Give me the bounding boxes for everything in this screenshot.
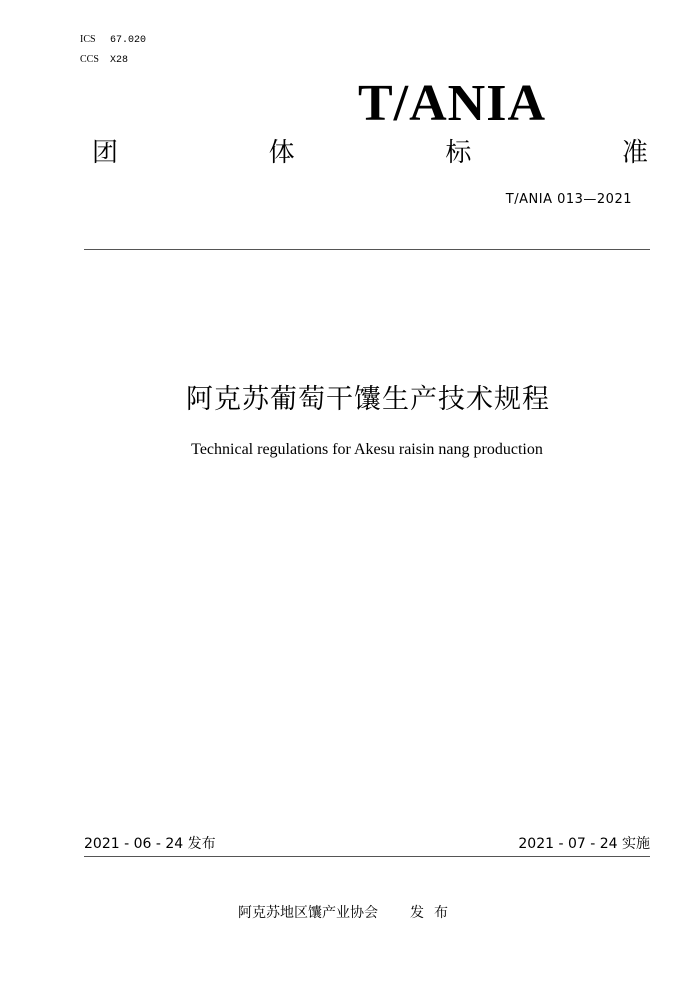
footer-divider [84,856,650,857]
publisher-name: 阿克苏地区馕产业协会 [238,905,378,921]
header-divider [84,249,650,250]
ics-code [80,34,146,47]
standard-type-char: 标 [445,138,472,168]
standard-type-heading [92,136,648,170]
publisher-action: 发布 [410,905,458,921]
ics-label: ICS [80,34,96,45]
standard-type-char: 准 [621,138,648,168]
document-title-chinese: 阿克苏葡萄干馕生产技术规程 [186,384,550,415]
issue-date: 2021 - 06 - 24 发布 [84,836,216,852]
association-logo: T/ANIA [358,75,547,132]
standard-type-char: 团 [92,138,119,168]
implementation-date: 2021 - 07 - 24 实施 [518,836,650,852]
standard-type-char: 体 [268,138,295,168]
document-title-english: Technical regulations for Akesu raisin nang production [191,441,543,458]
ccs-label: CCS [80,54,99,65]
ccs-code [80,54,128,67]
ics-value: 67.020 [110,35,147,46]
publisher-line [238,904,458,922]
ccs-value: X28 [110,55,129,66]
standard-number: T/ANIA 013—2021 [505,192,632,207]
